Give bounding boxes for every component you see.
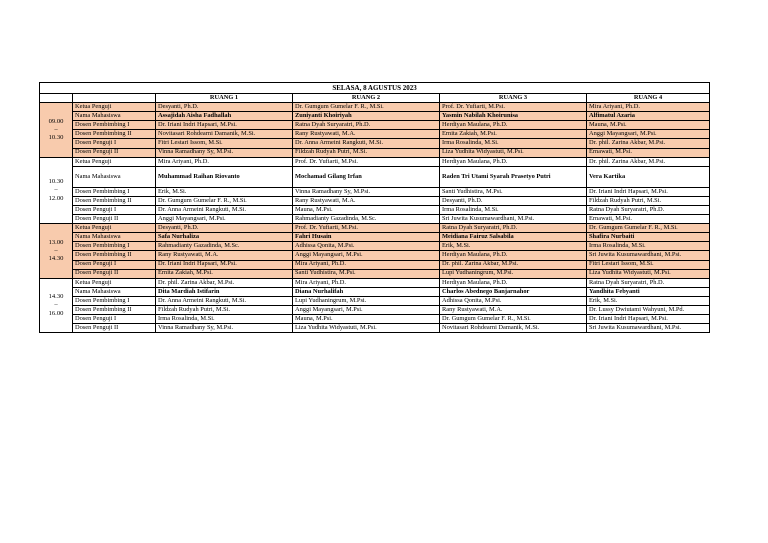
role-label: Dosen Penguji II	[73, 324, 156, 333]
schedule-row	[40, 233, 710, 242]
role-label: Dosen Penguji II	[73, 215, 156, 224]
lecturer-cell: Herdiyan Maulana, Ph.D.	[440, 121, 587, 130]
role-label: Ketua Penguji	[73, 278, 156, 287]
schedule-row	[40, 148, 710, 157]
lecturer-cell: Anggi Mayangsari, M.Psi.	[293, 305, 440, 314]
schedule-row	[40, 296, 710, 305]
lecturer-cell: Anggi Mayangsari, M.Psi.	[156, 215, 293, 224]
role-label: Dosen Penguji I	[73, 315, 156, 324]
lecturer-cell: Desyanti, Ph.D.	[156, 224, 293, 233]
student-name-cell: Shafira Nurbaiti	[587, 233, 710, 242]
role-label: Dosen Pembimbing I	[73, 242, 156, 251]
lecturer-cell: Dr. Iriani Indri Hapsari, M.Psi.	[587, 187, 710, 196]
role-label: Ketua Penguji	[73, 224, 156, 233]
lecturer-cell: Sri Juwita Kusumawardhani, M.Psi.	[587, 251, 710, 260]
schedule-row	[40, 278, 710, 287]
student-name-cell: Safa Nurhaliza	[156, 233, 293, 242]
schedule-row	[40, 139, 710, 148]
lecturer-cell: Ernita Zakiah, M.Psi.	[156, 269, 293, 278]
lecturer-cell: Herdiyan Maulana, Ph.D.	[440, 251, 587, 260]
lecturer-cell: Lupi Yudhaningrum, M.Psi.	[440, 269, 587, 278]
lecturer-cell: Adhissa Qonita, M.Psi.	[293, 242, 440, 251]
lecturer-cell: Rany Rustyawati, M.A.	[293, 130, 440, 139]
room-header: RUANG 2	[293, 94, 440, 103]
time-dash: –	[54, 125, 58, 133]
role-label: Dosen Penguji II	[73, 148, 156, 157]
lecturer-cell: Rany Rustyawati, M.A.	[293, 196, 440, 205]
role-label: Dosen Pembimbing II	[73, 251, 156, 260]
lecturer-cell: Mira Ariyani, Ph.D.	[293, 260, 440, 269]
lecturer-cell: Mauna, M.Psi.	[293, 315, 440, 324]
lecturer-cell: Ratna Dyah Suryaratri, Ph.D.	[293, 121, 440, 130]
lecturer-cell: Novitasari Rohdearni Damanik, M.Si.	[440, 324, 587, 333]
role-label: Dosen Penguji I	[73, 260, 156, 269]
schedule-title: SELASA, 8 AGUSTUS 2023	[40, 83, 710, 94]
lecturer-cell: Dr. Iriani Indri Hapsari, M.Psi.	[156, 260, 293, 269]
lecturer-cell: Ernawati, M.Psi.	[587, 148, 710, 157]
lecturer-cell: Prof. Dr. Yufiarti, M.Psi.	[293, 224, 440, 233]
lecturer-cell: Mira Ariyani, Ph.D.	[587, 103, 710, 112]
schedule-row	[40, 315, 710, 324]
lecturer-cell: Dr. Gumgum Gumelar F. R., M.Si.	[440, 315, 587, 324]
lecturer-cell: Dr. Anna Armeini Rangkuti, M.Si.	[156, 296, 293, 305]
time-start: 10.30	[48, 178, 64, 186]
student-name-cell: Yasmin Nabilah Khoirunisa	[440, 112, 587, 121]
room-header: RUANG 4	[587, 94, 710, 103]
role-label: Dosen Pembimbing II	[73, 130, 156, 139]
time-end: 16.00	[48, 309, 64, 317]
lecturer-cell: Dr. phil. Zarina Akbar, M.Psi.	[587, 139, 710, 148]
lecturer-cell: Rahmadianty Gazadinda, M.Sc.	[156, 242, 293, 251]
lecturer-cell: Anggi Mayangsari, M.Psi.	[587, 130, 710, 139]
lecturer-cell: Dr. Iriani Indri Hapsari, M.Psi.	[587, 315, 710, 324]
role-label: Nama Mahasiswa	[73, 112, 156, 121]
lecturer-cell: Rany Rustyawati, M.A.	[156, 251, 293, 260]
schedule-row	[40, 121, 710, 130]
header-blank	[73, 94, 156, 103]
lecturer-cell: Santi Yudhistira, M.Psi.	[440, 187, 587, 196]
lecturer-cell: Dr. Anna Armeini Rangkuti, M.Si.	[293, 139, 440, 148]
role-label: Ketua Penguji	[73, 103, 156, 112]
time-start: 09.00	[48, 117, 64, 125]
lecturer-cell: Mauna, M.Psi.	[587, 121, 710, 130]
lecturer-cell: Herdiyan Maulana, Ph.D.	[440, 157, 587, 166]
lecturer-cell: Fildzah Rudyah Putri, M.Si.	[587, 196, 710, 205]
schedule-row	[40, 305, 710, 314]
session-time	[40, 224, 73, 279]
time-dash: –	[54, 186, 58, 194]
role-label: Dosen Pembimbing II	[73, 196, 156, 205]
schedule-row	[40, 269, 710, 278]
schedule-row	[40, 187, 710, 196]
role-label: Dosen Pembimbing I	[73, 187, 156, 196]
role-label: Dosen Pembimbing II	[73, 305, 156, 314]
role-label: Nama Mahasiswa	[73, 287, 156, 296]
lecturer-cell: Anggi Mayangsari, M.Psi.	[293, 251, 440, 260]
lecturer-cell: Mauna, M.Psi.	[293, 205, 440, 214]
lecturer-cell: Irma Rosalinda, M.Si.	[440, 139, 587, 148]
student-name-cell: Fahri Husain	[293, 233, 440, 242]
schedule-row	[40, 103, 710, 112]
lecturer-cell: Fildzah Rudyah Putri, M.Si.	[293, 148, 440, 157]
lecturer-cell: Mira Ariyani, Ph.D.	[156, 157, 293, 166]
student-name-cell: Alfimatul Azaria	[587, 112, 710, 121]
lecturer-cell: Liza Yudhita Widyastuti, M.Psi.	[293, 324, 440, 333]
session-time	[40, 278, 73, 333]
lecturer-cell: Dr. phil. Zarina Akbar, M.Psi.	[587, 157, 710, 166]
schedule-body	[40, 103, 710, 333]
lecturer-cell: Santi Yudhistira, M.Psi.	[293, 269, 440, 278]
student-name-cell: Zuniyanti Khoiriyah	[293, 112, 440, 121]
time-dash: –	[54, 246, 58, 254]
header-blank	[40, 94, 73, 103]
role-label: Dosen Penguji I	[73, 205, 156, 214]
schedule-row	[40, 224, 710, 233]
lecturer-cell: Vinna Ramadhany Sy, M.Psi.	[156, 148, 293, 157]
student-name-cell: Vera Kartika	[587, 166, 710, 187]
student-name-cell: Meidiana Fairuz Salsabila	[440, 233, 587, 242]
session-time	[40, 157, 73, 223]
student-name-cell: Mochamad Gilang Irfan	[293, 166, 440, 187]
lecturer-cell: Liza Yudhita Widyastuti, M.Psi.	[440, 148, 587, 157]
lecturer-cell: Erik, M.Si.	[587, 296, 710, 305]
lecturer-cell: Sri Juwita Kusumawardhani, M.Psi.	[440, 215, 587, 224]
student-name-cell: Raden Tri Utami Syarah Prasetyo Putri	[440, 166, 587, 187]
student-name-cell: Charlos Abednego Banjarnahor	[440, 287, 587, 296]
time-start: 14.30	[48, 293, 64, 301]
lecturer-cell: Liza Yudhita Widyastuti, M.Psi.	[587, 269, 710, 278]
role-label: Dosen Pembimbing I	[73, 121, 156, 130]
lecturer-cell: Ratna Dyah Suryaratri, Ph.D.	[587, 205, 710, 214]
role-label: Dosen Penguji I	[73, 139, 156, 148]
student-name-cell: Muhammad Raihan Riovanto	[156, 166, 293, 187]
lecturer-cell: Sri Juwita Kusumawardhani, M.Psi.	[587, 324, 710, 333]
lecturer-cell: Ernita Zakiah, M.Psi.	[440, 130, 587, 139]
schedule-row	[40, 324, 710, 333]
time-end: 14.30	[48, 255, 64, 263]
lecturer-cell: Prof. Dr. Yufiarti, M.Psi.	[440, 103, 587, 112]
lecturer-cell: Vinna Ramadhany Sy, M.Psi.	[156, 324, 293, 333]
lecturer-cell: Lupi Yudhaningrum, M.Psi.	[293, 296, 440, 305]
schedule-row	[40, 130, 710, 139]
schedule-row	[40, 112, 710, 121]
time-end: 12.00	[48, 194, 64, 202]
lecturer-cell: Adhissa Qonita, M.Psi.	[440, 296, 587, 305]
lecturer-cell: Desyanti, Ph.D.	[156, 103, 293, 112]
time-dash: –	[54, 301, 58, 309]
time-start: 13.00	[48, 238, 64, 246]
lecturer-cell: Desyanti, Ph.D.	[440, 196, 587, 205]
lecturer-cell: Fitri Lestari Issom, M.Si.	[156, 139, 293, 148]
schedule-table	[39, 82, 710, 333]
time-end: 10.30	[48, 133, 64, 141]
lecturer-cell: Fildzah Rudyah Putri, M.Si.	[156, 305, 293, 314]
lecturer-cell: Irma Rosalinda, M.Si.	[587, 242, 710, 251]
lecturer-cell: Herdiyan Maulana, Ph.D.	[440, 278, 587, 287]
lecturer-cell: Dr. phil. Zarina Akbar, M.Psi.	[440, 260, 587, 269]
lecturer-cell: Mira Ariyani, Ph.D.	[293, 278, 440, 287]
role-label: Nama Mahasiswa	[73, 233, 156, 242]
schedule-row	[40, 157, 710, 166]
schedule-row	[40, 260, 710, 269]
student-name-cell: Diana Nurhalifah	[293, 287, 440, 296]
lecturer-cell: Prof. Dr. Yufiarti, M.Psi.	[293, 157, 440, 166]
lecturer-cell: Dr. Lussy Dwiutami Wahyuni, M.Pd.	[587, 305, 710, 314]
lecturer-cell: Dr. phil. Zarina Akbar, M.Psi.	[156, 278, 293, 287]
schedule-row	[40, 242, 710, 251]
lecturer-cell: Rahmadianty Gazadinda, M.Sc.	[293, 215, 440, 224]
lecturer-cell: Erik, M.Si.	[440, 242, 587, 251]
schedule-row	[40, 196, 710, 205]
lecturer-cell: Dr. Iriani Indri Hapsari, M.Psi.	[156, 121, 293, 130]
session-time	[40, 103, 73, 158]
lecturer-cell: Rany Rustyawati, M.A.	[440, 305, 587, 314]
lecturer-cell: Dr. Gumgum Gumelar F. R., M.Si.	[293, 103, 440, 112]
lecturer-cell: Vinna Ramadhany Sy, M.Psi.	[293, 187, 440, 196]
room-header: RUANG 3	[440, 94, 587, 103]
lecturer-cell: Irma Rosalinda, M.Si.	[156, 315, 293, 324]
lecturer-cell: Dr. Gumgum Gumelar F. R., M.Si.	[587, 224, 710, 233]
student-name-cell: Dita Mardiah Istifarin	[156, 287, 293, 296]
role-label: Dosen Penguji II	[73, 269, 156, 278]
role-label: Dosen Pembimbing I	[73, 296, 156, 305]
lecturer-cell: Irma Rosalinda, M.Si.	[440, 205, 587, 214]
lecturer-cell: Dr. Gumgum Gumelar F. R., M.Si.	[156, 196, 293, 205]
lecturer-cell: Erik, M.Si.	[156, 187, 293, 196]
lecturer-cell: Ernawati, M.Psi.	[587, 215, 710, 224]
lecturer-cell: Ratna Dyah Suryaratri, Ph.D.	[587, 278, 710, 287]
lecturer-cell: Dr. Anna Armeini Rangkuti, M.Si.	[156, 205, 293, 214]
schedule-row	[40, 251, 710, 260]
schedule-row	[40, 205, 710, 214]
room-header: RUANG 1	[156, 94, 293, 103]
lecturer-cell: Fitri Lestari Issom, M.Si.	[587, 260, 710, 269]
student-name-cell: Assajidah Aisha Fadhallah	[156, 112, 293, 121]
lecturer-cell: Novitasari Rohdearni Damanik, M.Si.	[156, 130, 293, 139]
schedule-row	[40, 215, 710, 224]
role-label: Nama Mahasiswa	[73, 166, 156, 187]
lecturer-cell: Ratna Dyah Suryaratri, Ph.D.	[440, 224, 587, 233]
role-label: Ketua Penguji	[73, 157, 156, 166]
schedule-row	[40, 287, 710, 296]
schedule-row	[40, 166, 710, 187]
student-name-cell: Yandhita Febyanti	[587, 287, 710, 296]
